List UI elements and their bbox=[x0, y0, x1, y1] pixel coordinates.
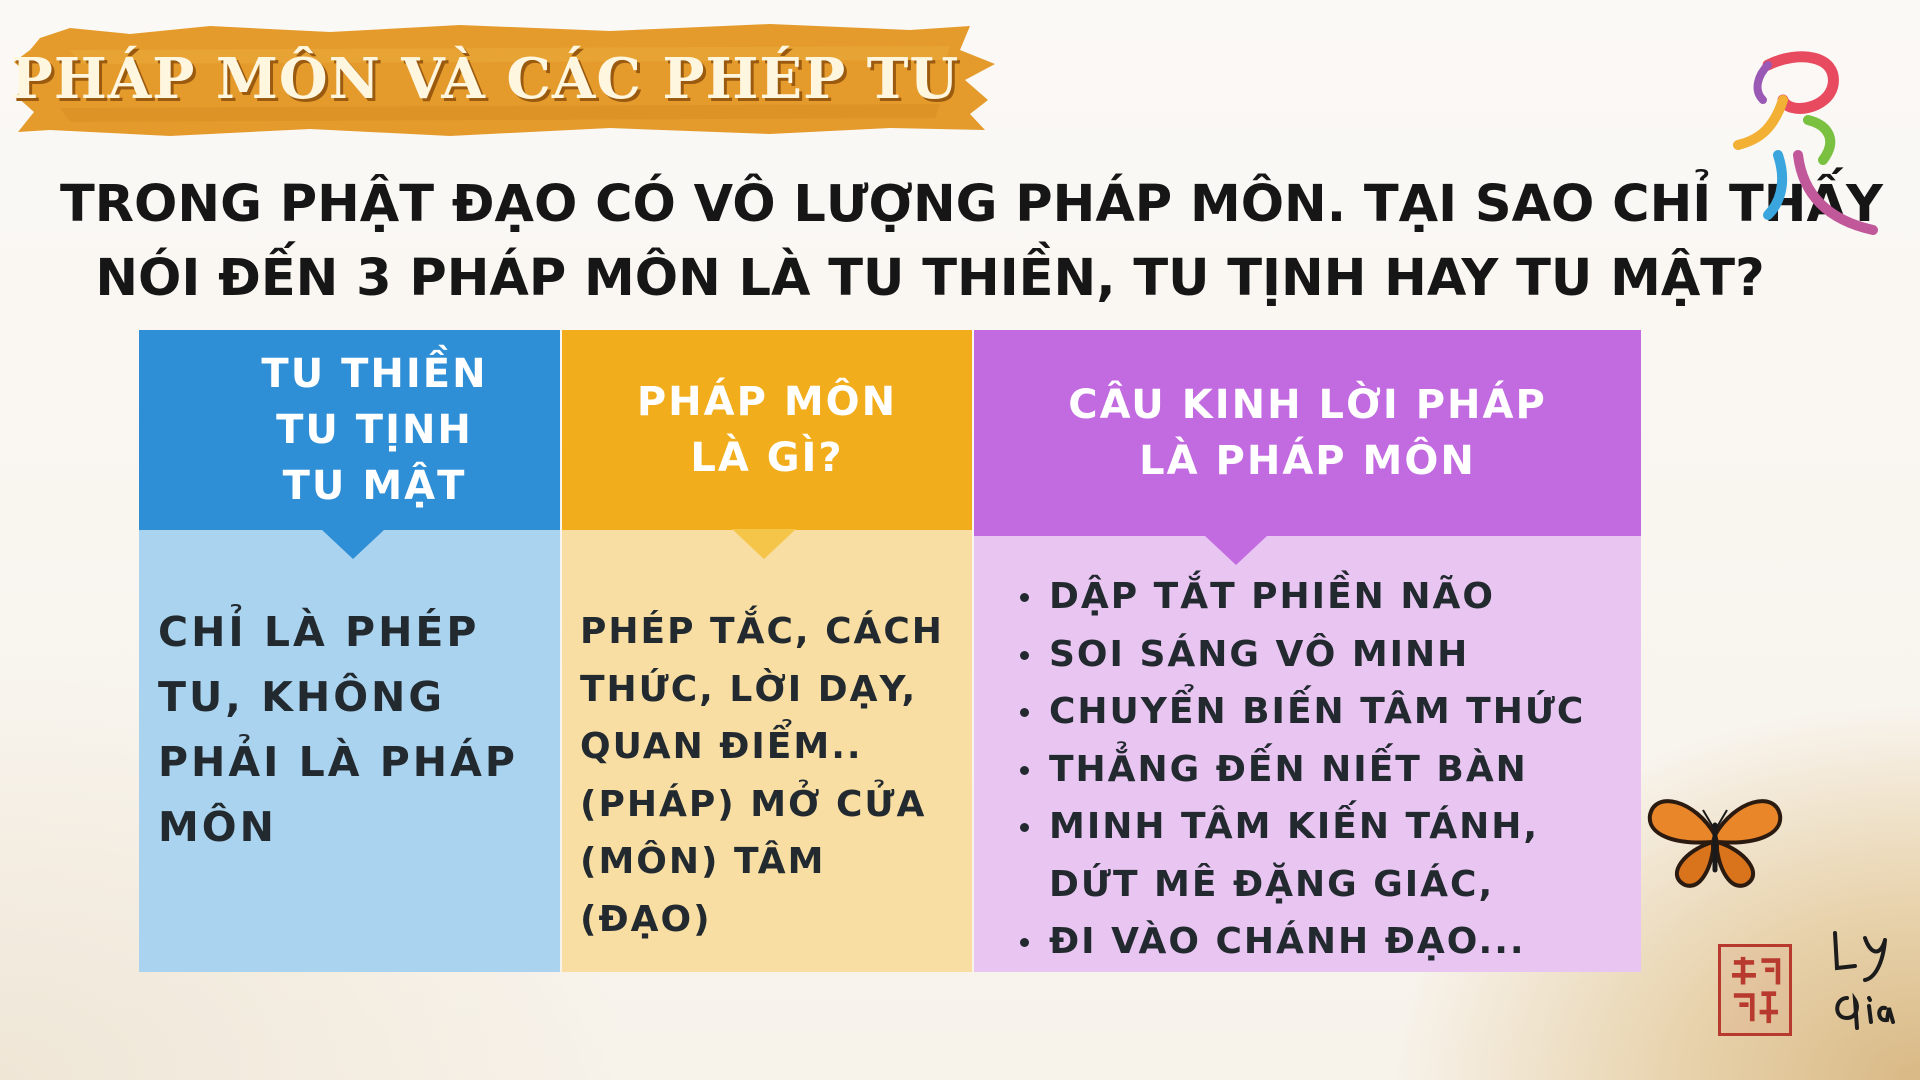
definition-line: (MÔN) TÂM (ĐẠO) bbox=[580, 841, 826, 940]
banner-title: PHÁP MÔN VÀ CÁC PHÉP TU bbox=[10, 46, 960, 112]
header-line: PHÁP MÔN bbox=[636, 379, 898, 425]
red-seal-stamp bbox=[1718, 944, 1792, 1036]
column-practice-header bbox=[139, 330, 560, 530]
practice-description: CHỈ LÀ PHÉP TU, KHÔNG PHẢI LÀ PHÁP MÔN bbox=[158, 608, 518, 851]
signature-calligraphy bbox=[1825, 918, 1907, 1038]
definition-text bbox=[580, 603, 970, 948]
definition-line: QUAN ĐIỂM.. bbox=[580, 726, 863, 767]
list-item: SOI SÁNG VÔ MINH bbox=[974, 626, 1641, 684]
sutra-list bbox=[974, 568, 1641, 971]
list-item: MINH TÂM KIẾN TÁNH, DỨT MÊ ĐẶNG GIÁC, bbox=[974, 798, 1641, 913]
question-line-2: NÓI ĐẾN 3 PHÁP MÔN LÀ TU THIỀN, TU TỊNH HAY TU MẬT? bbox=[95, 249, 1765, 308]
list-item: THẲNG ĐẾN NIẾT BÀN bbox=[974, 741, 1641, 799]
definition-line: (PHÁP) MỞ CỬA bbox=[580, 783, 927, 825]
title-banner bbox=[10, 20, 1000, 138]
header-line: LÀ PHÁP MÔN bbox=[1139, 438, 1476, 484]
header-line: TU MẬT bbox=[282, 463, 467, 509]
list-item: DẬP TẮT PHIỀN NÃO bbox=[974, 568, 1641, 626]
column-sutra-body bbox=[974, 536, 1641, 972]
calligraphy-logo bbox=[1728, 45, 1878, 240]
column-definition-body bbox=[562, 530, 972, 972]
column-practice bbox=[139, 330, 560, 972]
header-line: CÂU KINH LỜI PHÁP bbox=[1068, 382, 1547, 428]
column-practice-body bbox=[139, 530, 560, 972]
butterfly-icon bbox=[1645, 780, 1785, 900]
header-line: LÀ GÌ? bbox=[690, 435, 844, 481]
header-line: TU TỊNH bbox=[276, 407, 473, 453]
comparison-table bbox=[139, 330, 1641, 972]
list-item: ĐI VÀO CHÁNH ĐẠO... bbox=[974, 913, 1641, 971]
main-question bbox=[60, 168, 1883, 316]
question-line-1: TRONG PHẬT ĐẠO CÓ VÔ LƯỢNG PHÁP MÔN. TẠI SAO CHỈ THẤY bbox=[60, 175, 1883, 234]
column-definition bbox=[562, 330, 972, 972]
definition-line: PHÉP TẮC, CÁCH bbox=[580, 611, 944, 652]
pointer-notch bbox=[1204, 535, 1268, 565]
pointer-notch bbox=[732, 529, 796, 559]
column-sutra-header bbox=[974, 330, 1641, 536]
column-definition-header bbox=[562, 330, 972, 530]
definition-line: THỨC, LỜI DẠY, bbox=[580, 668, 918, 710]
list-item: CHUYỂN BIẾN TÂM THỨC bbox=[974, 683, 1641, 741]
header-line: TU THIỀN bbox=[261, 351, 488, 397]
column-sutra bbox=[974, 330, 1641, 972]
pointer-notch bbox=[321, 529, 385, 559]
